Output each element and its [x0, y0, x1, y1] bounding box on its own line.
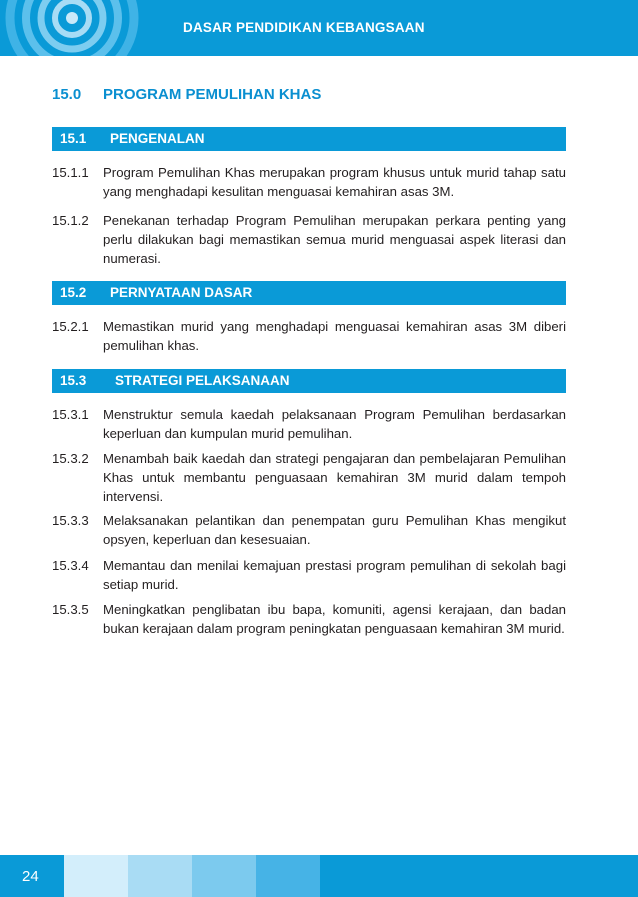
section-number: 15.3: [60, 373, 87, 388]
concentric-circles-decoration: [0, 0, 200, 56]
page-title-number: 15.0: [52, 86, 82, 103]
footer-color-block: [64, 855, 128, 897]
item-number: 15.3.1: [52, 407, 89, 422]
item-text: Penekanan terhadap Program Pemulihan merupakan perkara penting yang perlu dilakukan bagi memastikan semua murid menguasai aspek literasi dan numerasi.: [103, 213, 566, 266]
item-text: Menstruktur semula kaedah pelaksanaan Program Pemulihan berdasarkan keperluan dan kumpulan murid pemulihan.: [103, 407, 566, 441]
page-number: 24: [22, 868, 39, 885]
list-item: [52, 163, 566, 201]
list-item: [52, 405, 566, 443]
section-title: STRATEGI PELAKSANAAN: [115, 373, 290, 388]
page-title: [52, 86, 321, 103]
item-text: Program Pemulihan Khas merupakan program khusus untuk murid tahap satu yang menghadapi kesulitan menguasai kemahiran asas 3M.: [103, 165, 566, 199]
item-text: Melaksanakan pelantikan dan penempatan guru Pemulihan Khas mengikut opsyen, keperluan dan kesesuaian.: [103, 513, 566, 547]
section-number: 15.2: [60, 285, 87, 300]
item-number: 15.3.3: [52, 513, 89, 528]
section-number: 15.1: [60, 131, 87, 146]
footer-bar: [0, 855, 638, 897]
list-item: [52, 317, 566, 355]
item-number: 15.1.1: [52, 165, 89, 180]
section-title: PERNYATAAN DASAR: [110, 285, 253, 300]
header-title: DASAR PENDIDIKAN KEBANGSAAN: [183, 20, 425, 35]
list-item: [52, 600, 566, 638]
section-bar-pernyataan-dasar: [52, 281, 566, 305]
item-text: Memastikan murid yang menghadapi menguasai kemahiran asas 3M diberi pemulihan khas.: [103, 319, 566, 353]
item-text: Meningkatkan penglibatan ibu bapa, komuniti, agensi kerajaan, dan badan bukan kerajaan dalam program peningkatan penguasaan kemahiran 3M murid.: [103, 602, 566, 636]
list-item: [52, 211, 566, 268]
list-item: [52, 556, 566, 594]
item-number: 15.3.4: [52, 558, 89, 573]
page-title-text: PROGRAM PEMULIHAN KHAS: [103, 86, 322, 103]
section-bar-pengenalan: [52, 127, 566, 151]
section-title: PENGENALAN: [110, 131, 205, 146]
footer-color-block: [192, 855, 256, 897]
list-item: [52, 449, 566, 506]
item-text: Memantau dan menilai kemajuan prestasi program pemulihan di sekolah bagi setiap murid.: [103, 558, 566, 592]
section-bar-strategi-pelaksanaan: [52, 369, 566, 393]
item-number: 15.3.2: [52, 451, 89, 466]
item-number: 15.2.1: [52, 319, 89, 334]
footer-color-block: [128, 855, 192, 897]
item-number: 15.3.5: [52, 602, 89, 617]
footer-color-block: [256, 855, 320, 897]
item-number: 15.1.2: [52, 213, 89, 228]
list-item: [52, 511, 566, 549]
item-text: Menambah baik kaedah dan strategi pengajaran dan pembelajaran Pemulihan Khas untuk membantu penguasaan kemahiran 3M murid dalam tempoh intervensi.: [103, 451, 566, 504]
header-banner: [0, 0, 638, 56]
